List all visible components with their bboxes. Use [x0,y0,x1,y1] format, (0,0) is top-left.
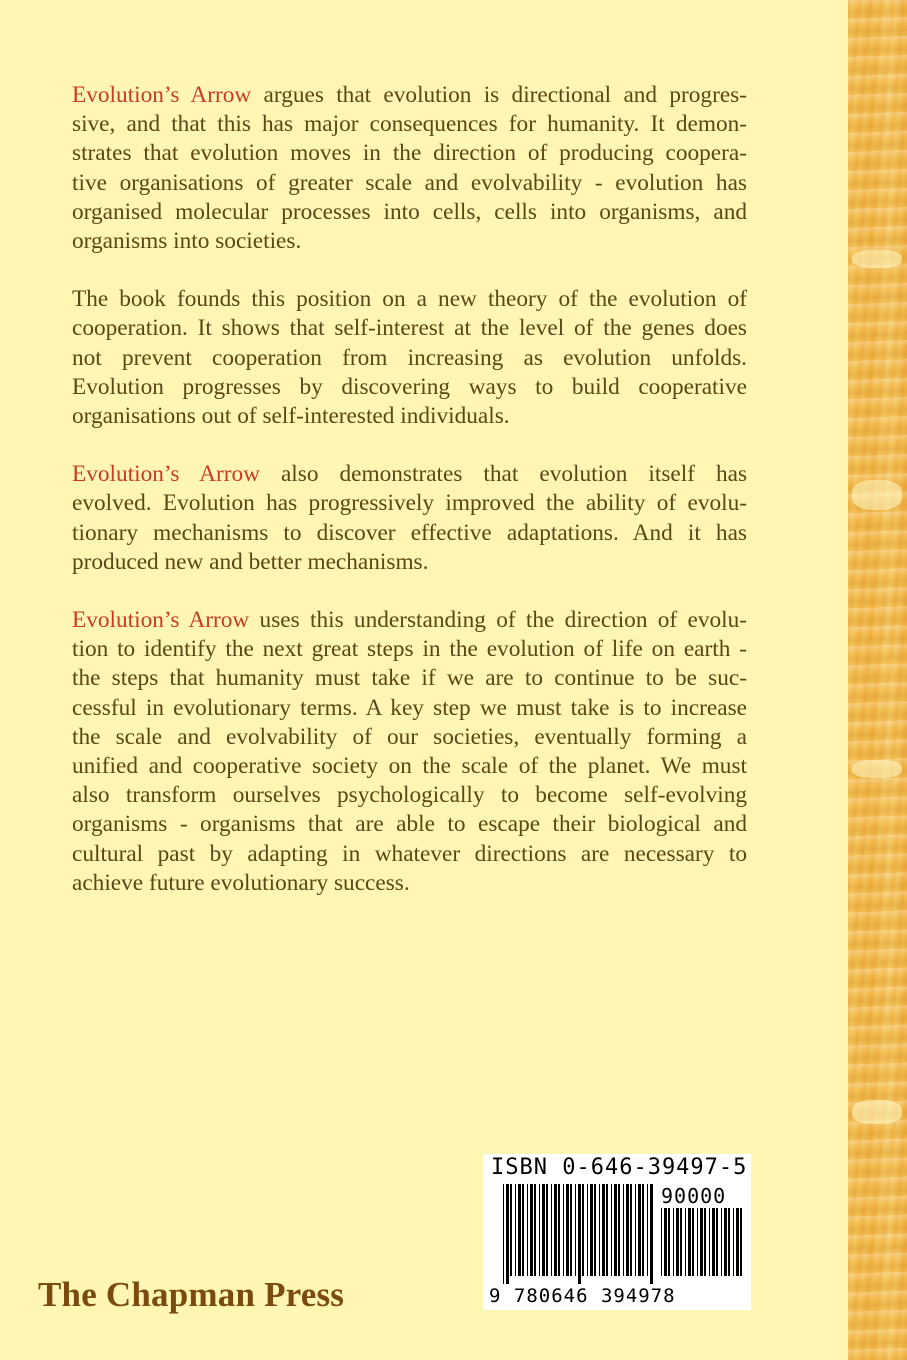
text-line [72,373,747,402]
barcode-bar [566,1184,569,1276]
barcode-bar [700,1208,703,1276]
barcode-bar [688,1208,691,1276]
decorative-edge-strip [848,0,907,1360]
line-text: organised molecular processes into cells, cells into organisms, and [72,198,747,225]
line-text: achieve future evolutionary success. [72,869,410,896]
barcode-bar [673,1208,674,1276]
text-line [72,781,747,810]
text-line [72,460,747,489]
barcode-bar [611,1184,612,1276]
text-line [72,314,747,343]
barcode-bar [647,1184,648,1276]
barcode-bar [534,1184,536,1276]
ean-barcode-bars [503,1184,655,1284]
barcode-bar [618,1184,620,1276]
line-text: organisms into societies. [72,228,302,255]
text-line [72,519,747,548]
text-line [72,548,747,577]
barcode-bar [510,1184,512,1276]
barcode-bar [728,1208,730,1276]
ean-number: 9 780646 394978 [489,1285,676,1307]
text-line [72,110,747,139]
barcode-bar [522,1184,524,1276]
barcode-bar [530,1184,533,1276]
barcode-bar [578,1184,581,1284]
line-text: cooperation. It shows that self-interest at the level of the genes does [72,315,747,342]
barcode-bar [635,1184,636,1276]
barcode-bar [587,1184,588,1276]
book-title-reference: Evolution’s Arrow [72,607,250,634]
barcode-bar [724,1208,727,1276]
line-text: not prevent cooperation from increasing as evolution unfolds. [72,344,747,371]
line-text: tion to identify the next great steps in the evolution of life on earth - [72,636,747,663]
line-text: tionary mechanisms to discover effective adaptations. And it has [72,519,747,546]
line-text: The book founds this position on a new theory of the evolution of [72,286,747,313]
line-text: organisations out of self-interested individuals. [72,403,510,430]
text-line [72,606,747,635]
text-line [72,694,747,723]
barcode-bar [503,1184,504,1284]
isbn-label: ISBN 0-646-39497-5 [491,1155,748,1180]
line-text: uses this understanding of the direction of evolu- [249,607,747,634]
line-text: strates that evolution moves in the direction of producing coopera- [72,140,747,167]
line-text: tive organisations of greater scale and evolvability - evolution has [72,169,747,196]
text-line [72,635,747,664]
text-line [72,198,747,227]
barcode-bar [680,1208,682,1276]
barcode-bar [661,1208,662,1276]
text-line [72,840,747,869]
text-line [72,285,747,314]
text-line [72,227,747,256]
line-text: evolved. Evolution has progressively improved the ability of evolu- [72,490,747,517]
barcode-bar [664,1208,667,1276]
barcode-bar [602,1184,605,1276]
barcode-bar [551,1184,552,1276]
barcode-bar [712,1208,715,1276]
publisher-name: The Chapman Press [38,1275,345,1314]
text-line [72,752,747,781]
barcode-bar [542,1184,545,1276]
barcode-bar [709,1208,710,1276]
line-text: produced new and better mechanisms. [72,548,429,575]
barcode-bar [736,1208,739,1276]
barcode-bar [554,1184,557,1276]
text-line [72,81,747,110]
line-text: Evolution progresses by discovering ways to build cooperative [72,373,747,400]
barcode-bar [642,1184,644,1276]
barcode-bar [558,1184,560,1276]
barcode-bar [626,1184,629,1276]
line-text: organisms - organisms that are able to escape their biological and [72,811,747,838]
barcode-bar [575,1184,576,1276]
line-text: cessful in evolutionary terms. A key step we must take is to increase [72,694,747,721]
text-line [72,169,747,198]
barcode-bar [668,1208,670,1276]
barcode-bar [506,1184,509,1284]
line-text: also demonstrates that evolution itself has [259,461,748,488]
barcode-bar [721,1208,722,1276]
line-text: the scale and evolvability of our societies, eventually forming a [72,723,747,750]
barcode-bar [527,1184,528,1276]
barcode-bar [685,1208,686,1276]
barcode-bar [697,1208,698,1276]
barcode-bar [590,1184,593,1276]
barcode-bar [606,1184,608,1276]
barcode-bar [692,1208,694,1276]
line-text: unified and cooperative society on the scale of the planet. We must [72,753,747,780]
barcode-bar [650,1184,653,1284]
barcode-bar [733,1208,734,1276]
barcode-bar [614,1184,617,1276]
text-line [72,139,747,168]
barcode-bar [676,1208,679,1276]
barcode-bar [716,1208,718,1276]
text-line [72,723,747,752]
addon-code: 90000 [661,1184,727,1208]
barcode-bar [623,1184,624,1276]
isbn-barcode [483,1154,751,1310]
book-title-reference: Evolution’s Arrow [72,82,252,108]
barcode-bar [740,1208,742,1276]
blurb-paragraph [72,606,747,898]
blurb-text [72,81,747,927]
line-text: cultural past by adapting in whatever directions are necessary to [72,840,747,867]
line-text: argues that evolution is directional and progres- [251,82,747,108]
barcode-bar [518,1184,521,1276]
barcode-bar [515,1184,516,1276]
book-title-reference: Evolution’s Arrow [72,461,260,488]
barcode-bar [599,1184,600,1276]
line-text: also transform ourselves psychologically to become self-evolving [72,782,747,809]
barcode-bar [704,1208,706,1276]
barcode-bar [570,1184,572,1276]
text-line [72,869,747,898]
blurb-paragraph [72,460,747,577]
barcode-bar [630,1184,632,1276]
barcode-bar [539,1184,540,1276]
text-line [72,810,747,839]
barcode-bar [594,1184,596,1276]
barcode-bar [546,1184,548,1276]
blurb-paragraph [72,81,747,256]
text-line [72,664,747,693]
blurb-paragraph [72,285,747,431]
addon-barcode-bars [661,1208,743,1284]
barcode-bar [638,1184,641,1276]
barcode-bar [563,1184,564,1276]
barcode-bar [582,1184,584,1276]
text-line [72,344,747,373]
line-text: the steps that humanity must take if we are to continue to be suc- [72,665,747,692]
line-text: sive, and that this has major consequences for humanity. It demon- [72,111,747,138]
text-line [72,402,747,431]
text-line [72,489,747,518]
